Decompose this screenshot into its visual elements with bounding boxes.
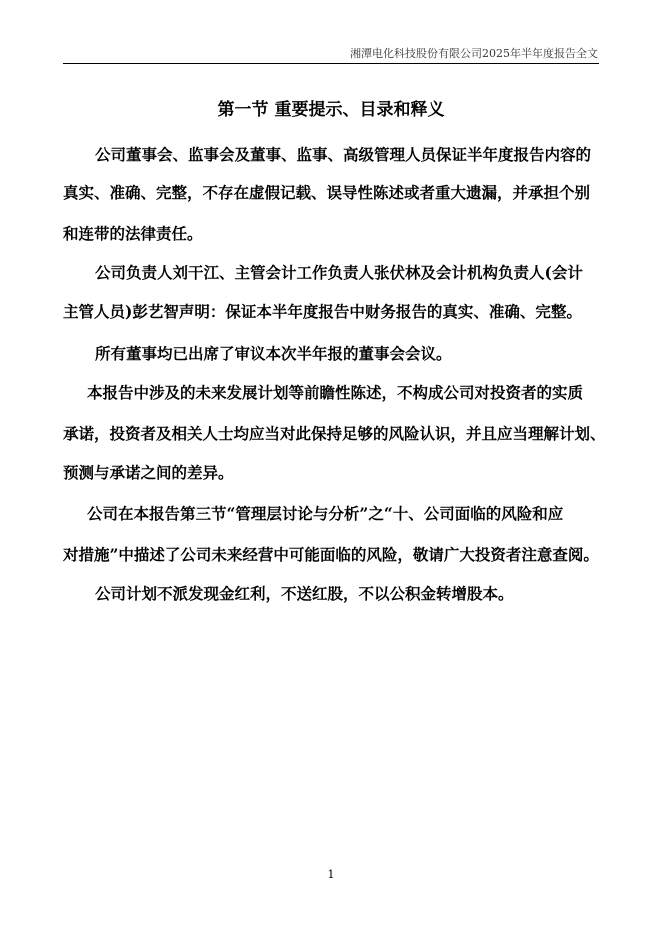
- paragraph-6-line-1: 公司计划不派发现金红利，不送红股，不以公积金转增股本。: [95, 584, 514, 603]
- paragraph-2-line-1: 公司负责人刘干江、主管会计工作负责人张伏林及会计机构负责人(会计: [95, 263, 583, 282]
- paragraph-4-line-1: 本报告中涉及的未来发展计划等前瞻性陈述，不构成公司对投资者的实质: [87, 383, 584, 402]
- section-title: 第一节 重要提示、目录和释义: [217, 100, 445, 120]
- paragraph-1-line-2: 真实、准确、完整，不存在虚假记载、误导性陈述或者重大遗漏，并承担个别: [63, 183, 591, 202]
- running-header: 湘潭电化科技股份有限公司2025年半年度报告全文: [350, 47, 598, 60]
- paragraph-5-line-1: 公司在本报告第三节“管理层讨论与分析”之“十、公司面临的风险和应: [87, 504, 564, 523]
- paragraph-5-line-2: 对措施”中描述了公司未来经营中可能面临的风险，敬请广大投资者注意查阅。: [63, 545, 599, 564]
- paragraph-4-line-2: 承诺，投资者及相关人士均应当对此保持足够的风险认识，并且应当理解计划、: [63, 424, 606, 443]
- paragraph-2-line-2: 主管人员)彭艺智声明：保证本半年度报告中财务报告的真实、准确、完整。: [63, 302, 582, 321]
- paragraph-1-line-1: 公司董事会、监事会及董事、监事、高级管理人员保证半年度报告内容的: [95, 145, 592, 164]
- page-number: 1: [327, 868, 335, 881]
- paragraph-3-line-1: 所有董事均已出席了审议本次半年报的董事会会议。: [95, 344, 452, 363]
- header-rule: [63, 63, 599, 64]
- paragraph-1-line-3: 和连带的法律责任。: [63, 224, 203, 243]
- paragraph-4-line-3: 预测与承诺之间的差异。: [63, 463, 234, 482]
